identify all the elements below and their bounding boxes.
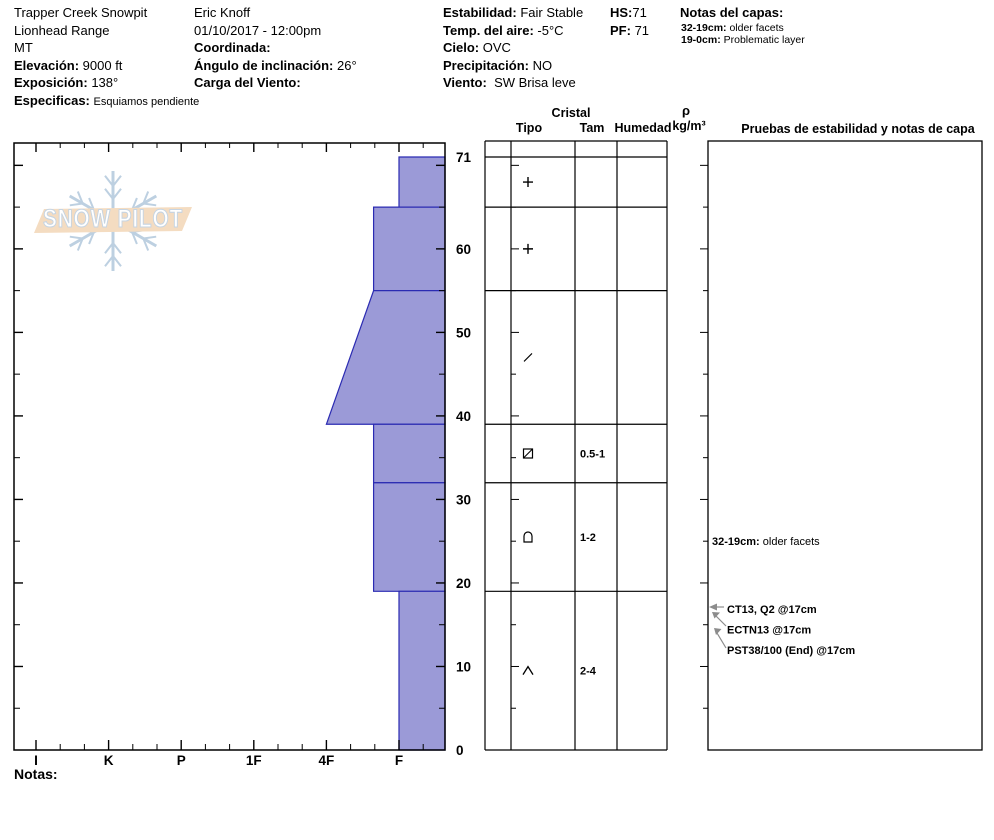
layer-note: 32-19cm: older facets (681, 22, 784, 34)
layer-bar (374, 207, 445, 291)
column-header-cristal: Cristal (551, 106, 591, 120)
test-arrowhead-icon (712, 612, 720, 619)
site-state: MT (14, 40, 33, 55)
test-arrow (717, 633, 726, 648)
hardness-label: F (394, 753, 404, 768)
wind: Viento: SW Brisa leve (443, 75, 576, 90)
layer-note-annotation: 32-19cm: older facets (712, 536, 820, 549)
depth-label: 50 (456, 325, 472, 341)
grain-size-label: 2-4 (580, 665, 596, 678)
grain-symbol-plus-icon (523, 177, 533, 187)
coordinates: Coordinada: (194, 40, 271, 55)
layer-bar (399, 591, 445, 750)
depth-label: 71 (456, 150, 472, 165)
observer-name: Eric Knoff (194, 5, 251, 20)
notes-label: Notas: (14, 766, 58, 782)
depth-label: 0 (456, 743, 464, 758)
depth-label: 60 (456, 241, 472, 257)
logo-snowflake-icon (70, 237, 83, 239)
column-header-humedad: Humedad (614, 121, 672, 135)
layer-note: 19-0cm: Problematic layer (681, 34, 805, 46)
column-header-tests: Pruebas de estabilidad y notas de capa (741, 122, 975, 136)
layer-bar (326, 291, 445, 425)
layer-notes-list (681, 22, 805, 46)
grain-size-label: 0.5-1 (580, 448, 606, 461)
depth-label: 10 (456, 659, 472, 675)
pit-floor: PF: 71 (610, 22, 650, 38)
hardness-label: P (176, 753, 186, 768)
test-arrow (715, 615, 726, 626)
site-elevation: Elevación: 9000 ft (14, 57, 123, 73)
tests-border (708, 141, 982, 750)
site-name: Trapper Creek Snowpit (14, 5, 148, 20)
depth-label: 20 (456, 575, 472, 591)
column-header-density-symbol: ρ (681, 103, 691, 118)
total-snow-height: HS:71 (610, 5, 647, 20)
header-observer-block (194, 4, 357, 92)
precipitation: Precipitación: NO (443, 57, 553, 73)
hardness-label: 1F (245, 753, 262, 768)
grain-symbol-slash-icon (524, 353, 532, 361)
layer-bar (399, 157, 445, 207)
header-site-block (14, 4, 199, 109)
stability-test-label: ECTN13 @17cm (727, 624, 812, 637)
wind-loading: Carga del Viento: (194, 75, 301, 90)
header-totals-block (610, 4, 649, 39)
column-header-density-units: kg/m³ (672, 119, 706, 133)
grain-size-label: 1-2 (580, 532, 596, 545)
test-arrowhead-icon (709, 604, 717, 611)
stability-test-label: PST38/100 (End) @17cm (727, 645, 856, 657)
depth-label: 40 (456, 408, 472, 424)
air-temp: Temp. del aire: -5°C (443, 22, 564, 38)
sky: Cielo: OVC (443, 40, 511, 55)
header-conditions-block (443, 4, 583, 92)
grain-symbol-plus-icon (523, 244, 533, 254)
stability-test-label: CT13, Q2 @17cm (727, 604, 817, 616)
logo-snowflake-icon (143, 237, 156, 239)
column-header-tam: Tam (579, 121, 605, 135)
site-aspect: Exposición: 138° (14, 75, 119, 90)
layer-bar (374, 424, 445, 482)
column-header-tipo: Tipo (515, 121, 543, 135)
grain-symbol-caret-icon (523, 667, 533, 675)
hardness-label: I (34, 753, 38, 768)
depth-label: 30 (456, 492, 472, 508)
slope-angle: Ángulo de inclinación: 26° (194, 57, 357, 73)
grain-symbol-square-slash-icon (524, 449, 533, 458)
hardness-label: 4F (318, 753, 335, 768)
grain-symbol-square-arch-icon (524, 532, 532, 542)
layer-notes-title: Notas del capas: (680, 5, 784, 20)
observation-datetime: 01/10/2017 - 12:00pm (194, 22, 322, 38)
site-specifics: Especificas: Esquiamos pendiente (14, 92, 200, 108)
hardness-label: K (103, 753, 114, 768)
layer-bar (374, 483, 445, 592)
logo-text: SNOW PILOT (43, 205, 183, 233)
site-range: Lionhead Range (14, 22, 110, 38)
stability: Estabilidad: Fair Stable (443, 5, 584, 20)
